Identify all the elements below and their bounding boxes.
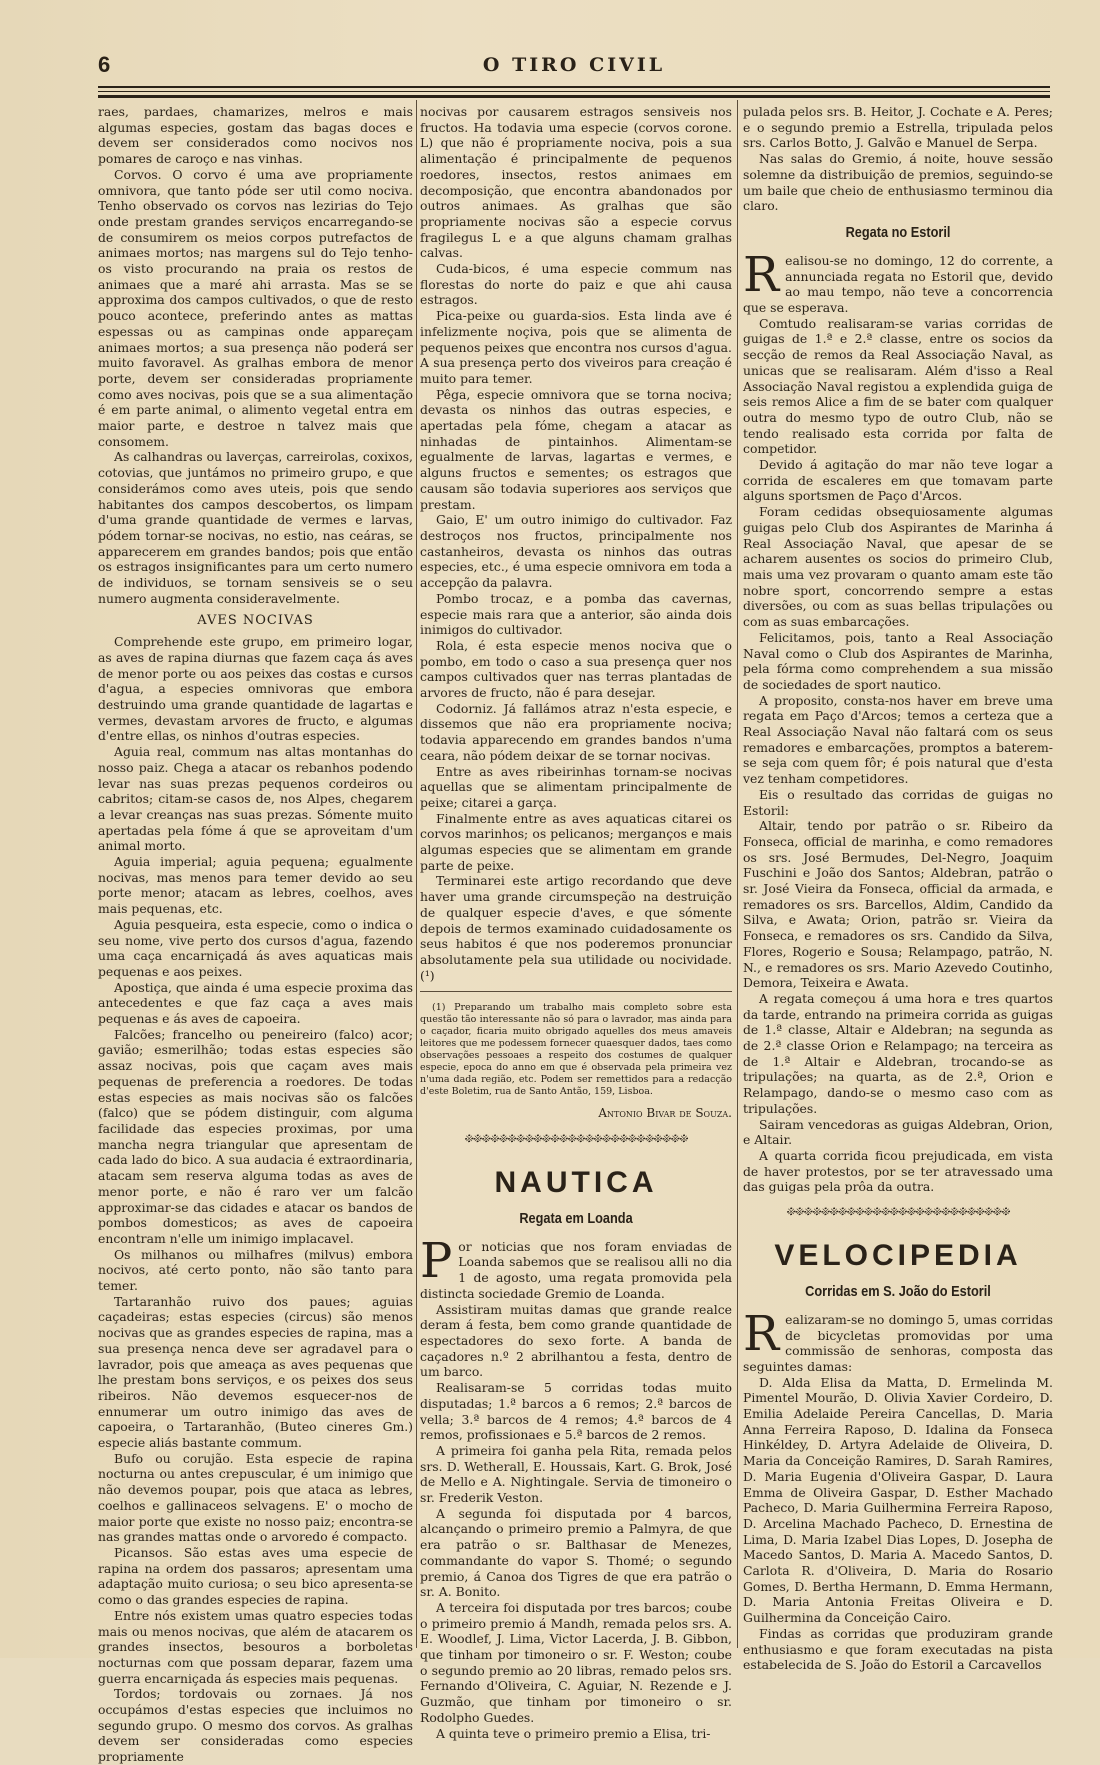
ornamental-divider: ፠፠፠፠፠፠፠፠፠፠፠፠፠፠፠፠፠፠፠፠፠፠፠፠፠፠ [464,1131,688,1148]
paragraph: Realisaram-se 5 corridas todas muito disputadas; 1.ª barcos a 6 remos; 2.ª barcos de vella; 3.ª barcos de 4 remos; 4.ª barcos de 4 remos, profissionaes e 5.ª barcos de 2 remos. [420,1380,732,1443]
column-divider [416,100,417,1648]
paragraph: A terceira foi disputada por tres barcos; coube o primeiro premio á Mandh, remada pelos srs. A. E. Woodlef, J. Lima, Victor Lacerda, J. B. Gibbon, que tinham por timoneiro o sr. F. Weston; coube o segundo premio ao 20 libras, remado pelos srs. Fernando d'Oliveira, C. Aguiar, N. Rezende e J. Guzmão, que tinham por timoneiro o sr. Rodolpho Guedes. [420,1599,732,1725]
paragraph: A quarta corrida ficou prejudicada, em vista de haver protestos, por se ter atravessado uma das guigas pela prôa da outra. [743,1148,1053,1195]
paragraph: A proposito, consta-nos haver em breve uma regata em Paço d'Arcos; temos a certeza que a Real Associação Naval não faltará com os seus remadores e embarcações, promptos a baterem-se seja com quem fôr; é pois natural que d'esta vez tenham competidores. [743,692,1053,787]
paragraph: Pêga, especie omnivora que se torna nociva; devasta os ninhos das outras especies, e apertadas pela fóme, chegam a atacar as ninhadas de pintainhos. Alimentam-se egualmente de larvas, lagartas e vermes, e alguns fructos e sementes; os estragos que causam são todavia superiores aos serviços que prestam. [420,386,732,512]
paragraph [420,1232,732,1302]
page-number: 6 [98,52,111,77]
article-title: Regata no Estoril [845,223,951,241]
paragraph: Tartaranhão ruivo dos paues; aguias caçadeiras; estas especies (circus) são menos nocivas que as grandes especies de rapina, mas a sua presença nenca deve ser agradavel para o lavrador, pois que ameaça as aves pequenas que lhe prestam bons serviços, e os peixes dos seus ribeiros. Não devemos esquecer-nos de ennumerar um outro inimigo das aves de capoeira, o Tartaranhão, (Buteo cineres Gm.) especie aliás bastante commum. [98,1293,413,1451]
paragraph: Devido á agitação do mar não teve logar a corrida de escaleres em que tomavam parte alguns sportsmen de Paço d'Arcos. [743,457,1053,504]
paragraph: Sairam vencedoras as guigas Aldebran, Orion, e Altair. [743,1116,1053,1148]
author-signature: Antonio Bivar de Souza. [598,1106,732,1121]
paragraph: Aguia imperial; aguia pequena; egualmente nocivas, mas menos para temer devido ao seu porte menor; atacam as lebres, coelhos, aves mais pequenas, etc. [98,854,413,917]
paragraph: Codorniz. Já fallámos atraz n'esta especie, e dissemos que não era propriamente nociva; todavia apparecendo em grandes bandos n'uma ceara, não pódem deixar de se tornar nocivas. [420,700,732,763]
drop-cap: P [420,1232,453,1289]
paragraph: Entre as aves ribeirinhas tornam-se nocivas aquellas que se alimentam principalmente de peixe; citarei a garça. [420,763,732,810]
footnote [420,991,732,1098]
paragraph-text: ealisou-se no domingo, 12 do corrente, a annunciada regata no Estoril que, devido ao mau tempo, não teve a concorrencia que se esperava. [743,252,1053,316]
paragraph: Aguia pesqueira, esta especie, como o indica o seu nome, vive perto dos cursos d'agua, fazendo uma caça encarniçadá ás aves aquaticas mais pequenas e aos peixes. [98,916,413,979]
paragraph: A quinta teve o primeiro premio a Elisa, tri- [436,1725,711,1741]
section-subheading: AVES NOCIVAS [197,612,314,628]
paragraph: Eis o resultado das corridas de guigas no Estoril: [743,786,1053,818]
paragraph: Comtudo realisaram-se varias corridas de guigas de 1.ª e 2.ª classe, entre os socios da secção de remos da Real Associação Naval, as unicas que se realisaram. Além d'isso a Real Associação Naval registou a explendida guiga de seis remos Alice a fim de se bater com qualquer outra do mesmo typo de outro Club, não se tendo realisado esta corrida por falta de competidor. [743,315,1053,457]
paragraph: Nas salas do Gremio, á noite, houve sessão solemne da distribuição de premios, seguindo-se um baile que cheio de enthusiasmo terminou dia claro. [743,151,1053,214]
article-title: Corridas em S. João do Estoril [805,1282,991,1300]
column-3 [743,104,1053,1673]
paragraph: A segunda foi disputada por 4 barcos, alcançando o primeiro premio a Palmyra, de que era patrão o sr. Balthasar de Menezes, commandante do vapor S. Thomé; o segundo premio, á Canoa dos Tigres de que era patrão o sr. A. Bonito. [420,1505,732,1600]
section-title-nautica: NAUTICA [494,1165,658,1199]
section-title-velocipedia: VELOCIPEDIA [774,1238,1022,1272]
ornamental-divider: ፠፠፠፠፠፠፠፠፠፠፠፠፠፠፠፠፠፠፠፠፠፠፠፠፠፠ [786,1204,1010,1221]
page-header [98,50,1050,78]
paragraph-text: or noticias que nos foram enviadas de Loanda sabemos que se realisou alli no dia 1 de agosto, uma regata promovida pela distincta sociedade Gremio de Loanda. [420,1238,732,1301]
paragraph: Pombo trocaz, e a pomba das cavernas, especie mais rara que a anterior, são ainda dois inimigos do cultivador. [420,590,732,638]
paragraph: Terminarei este artigo recordando que deve haver uma grande circumspeção na destruição de qualquer especie d'aves, e que sómente depois de termos examinado cuidadosamente os seus habitos é que nos poderemos pronunciar absolutamente pela sua utilidade ou nocividade. (¹) [420,873,732,983]
paragraph: Finalmente entre as aves aquaticas citarei os corvos marinhos; os pelicanos; merganços e mais algumas especies que se alimentam em grande parte de peixe. [420,810,732,873]
paragraph: D. Alda Elisa da Matta, D. Ermelinda M. Pimentel Mourão, D. Olivia Xavier Cordeiro, D. Emilia Adelaide Pereira Cancellas, D. Maria Anna Ferreira Raposo, D. Idalina da Fonseca Hinkéldey, D. Artyra Adelaide de Oliveira, D. Maria da Conceição Ramires, D. Sarah Ramires, D. Maria Eugenia d'Oliveira Gaspar, D. Laura Emma de Oliveira Gaspar, D. Esther Machado Pacheco, D. Maria Guilhermina Ferreira Raposo, D. Arcelina Machado Pacheco, D. Ernestina de Lima, D. Maria Izabel Dias Lopes, D. Josepha de Macedo Santos, D. Maria A. Macedo Santos, D. Carlota R. d'Oliveira, D. Maria do Rosario Gomes, D. Bertha Hermann, D. Emma Hermann, D. Maria Antonia Freitas Oliveira e D. Guilhermina da Conceição Cairo. [743,1374,1053,1626]
drop-cap: R [743,246,780,303]
paragraph [743,1305,1053,1375]
paragraph: Corvos. O corvo é uma ave propriamente omnivora, que tanto póde ser util como nociva. Tenho observado os corvos nas lezirias do Tejo onde prestam grandes serviços encarregando-se de consumirem os meios corpos putrefactos de animaes mortos; nas margens sul do Tejo tenho-os visto procurando na praia os restos de animaes que a maré ahi arrasta. Mas se se approxima dos campos cultivados, o que de resto pouco acontece, preferindo antes as mattas espessas ou as campinas onde appareçam animaes mortos; a sua presença não poderá ser muito favoravel. As gralhas embora de menor porte, devem ser consideradas propriamente como aves nocivas, pois que se a sua alimentação é em parte animal, o alimento vegetal entra em maior parte, e destroe n talvez mais que consomem. [98,166,413,449]
paragraph: Findas as corridas que produziram grande enthusiasmo e que foram executadas na pista estabelecida de S. João do Estoril a Carcavellos [743,1625,1053,1673]
paragraph: Entre nós existem umas quatro especies todas mais ou menos nocivas, que além de atacarem os grandes insectos, besouros a borboletas nocturnas com que possam deparar, fazem uma guerra encarniçada ás especies mais pequenas. [98,1607,413,1686]
paragraph: Gaio, E' um outro inimigo do cultivador. Faz destroços nos fructos, principalmente nos castanheiros, devasta os ninhos das outras especies, etc., é uma especie omnivora em toda a accepção da palavra. [420,512,732,591]
drop-cap: R [743,1305,780,1362]
column-2 [420,104,732,1741]
journal-title: O TIRO CIVIL [482,54,666,76]
paragraph: Aguia real, commum nas altas montanhas do nosso paiz. Chega a atacar os rebanhos podendo levar nas suas prezas pequenos cordeiros ou cabritos; citam-se casos de, nos Alpes, chegarem a levar creanças nas suas prezas. Sómente muito apertadas pela fóme á que se aproveitam d'um animal morto. [98,744,413,854]
article-title: Regata em Loanda [519,1209,633,1227]
header-rule-top [98,86,1050,88]
paragraph: Felicitamos, pois, tanto a Real Associação Naval como o Club dos Aspirantes de Marinha, pela fórma como comprehendem a sua missão de sociedades de sport nautico. [743,629,1053,692]
paragraph: Cuda-bicos, é uma especie commum nas florestas do norte do paiz e que ahi causa estragos. [420,261,732,308]
paragraph: Bufo ou corujão. Esta especie de rapina nocturna ou antes crepuscular, é um inimigo que não devemos poupar, pois que ataca as lebres, coelhos e gallinaceos selvagens. E' o mocho de maior porte que existe no nosso paiz; encontra-se nas grandes mattas onde o arvoredo é compacto. [98,1450,413,1545]
paragraph: Pica-peixe ou guarda-sios. Esta linda ave é infelizmente noçiva, pois que se alimenta de pequenos peixes que encontra nos cursos d'agua. A sua presença perto dos viveiros para creação é muito para temer. [420,308,732,386]
header-rule-middle [98,91,1050,92]
paragraph: nocivas por causarem estragos sensiveis nos fructos. Ha todavia uma especie (corvos corone. L) que não é propriamente nociva, pois a sua alimentação é principalmente de pequenos roedores, insectos, restos animaes em decomposição, que encontra abandonados por outros animaes. As gralhas que são propriamente nocivas são a especie corvus fragilegus L e a que alguns chamam gralhas calvas. [420,104,732,261]
column-divider [737,100,738,1648]
paragraph: Tordos; tordovais ou zornaes. Já nos occupámos d'estas especies que incluimos no segundo grupo. O mesmo dos corvos. As gralhas devem ser consideradas como especies propriamente [98,1686,413,1765]
paragraph: Apostiça, que ainda é uma especie proxima das antecedentes e que faz caça a aves mais pequenas e ás aves de capoeira. [98,979,413,1027]
paragraph: Assistiram muitas damas que grande realce deram á festa, bem como grande quantidade de espectadores do sexo forte. A banda de caçadores n.º 2 abrilhantou a festa, dentro de um barco. [420,1301,732,1380]
paragraph-text: ealizaram-se no domingo 5, umas corridas de bicycletas promovidas por uma commissão de senhoras, composta das seguintes damas: [743,1311,1053,1374]
paragraph: Picansos. São estas aves uma especie de rapina na ordem dos passaros; apresentam uma adaptação muito curiosa; o seu bico apresenta-se como o das grandes especies de rapina. [98,1544,413,1608]
paragraph: A primeira foi ganha pela Rita, remada pelos srs. D. Wetherall, E. Houssais, Kart. G. Brok, José de Mello e A. Nightingale. Servia de timoneiro o sr. Frederik Veston. [420,1442,732,1506]
paragraph: Os milhanos ou milhafres (milvus) embora nocivos, até certo ponto, não são tanto para temer. [98,1246,413,1294]
paragraph: A regata começou á uma hora e tres quartos da tarde, entrando na primeira corrida as guigas de 1.ª classe, Altair e Aldebran; na segunda as de 2.ª classe Orion e Relampago; na terceira as de 1.ª Altair e Aldebran, trocando-se as tripulações; na quarta, as de 2.ª, Orion e Relampago, dando-se o mesmo caso com as tripulações. [743,990,1053,1116]
paragraph: Foram cedidas obsequiosamente algumas guigas pelo Club dos Aspirantes de Marinha á Real Associação Naval, que apesar de se acharem ausentes os socios do primeiro Club, mais uma vez provaram o quanto amam este tão nobre sport, concorrendo sempre a estas diversões, ou com as suas bellas tripulações ou com as suas embarcações. [743,504,1053,630]
paragraph: As calhandras ou laverças, carreirolas, coxixos, cotovias, que juntámos no primeiro grupo, e que considerámos como aves uteis, pois que sendo habitantes dos campos descobertos, os limpam d'uma grande quantidade de vermes e larvas, pódem tornar-se nocivas, no estio, nas ceáras, se apparecerem em grandes bandos; pois que então os estragos insignificantes para um certo numero de individuos, se tornam sensiveis se o seu numero augmenta consideravelmente. [98,449,413,606]
paragraph: Altair, tendo por patrão o sr. Ribeiro da Fonseca, official de marinha, e como remadores os srs. José Bermudes, Del-Negro, Joaquim Fuschini e João dos Santos; Aldebran, patrão o sr. José Vieira da Fonseca, official da armada, e remadores os srs. Barcellos, Aldim, Candido da Silva, e Awata; Orion, patrão sr. Vieira da Fonseca, e remadores os srs. Candido da Silva, Flores, Rogerio e Sousa; Relampago, patrão, N. N., e remadores os srs. Mario Azevedo Coutinho, Demora, Teixeira e Awata. [743,818,1053,991]
paragraph: Falcões; francelho ou peneireiro (falco) acor; gavião; esmerilhão; todas estas especies são assaz nocivas, pois que caçam aves mais pequenas de preferencia a roedores. De todas estas especies as mais nocivas são os falcões (falco) que se pódem distinguir, com alguma facilidade das especies proximas, por uma mancha negra triangular que apresentam de cada lado do bico. A sua audacia é extraordinaria, atacam sem reserva alguma todas as aves de menor porte, e não é raro ver um falcão approximar-se das cidades e atacar os bandos de pombos domesticos; as aves de capoeira encontram n'elle um inimigo implacavel. [98,1026,413,1246]
paragraph: raes, pardaes, chamarizes, melros e mais algumas especies, gostam das bagas doces e devem ser considerados como nocivos nos pomares de caroço e nas vinhas. [98,104,413,167]
paragraph [743,246,1053,316]
header-rule-bottom [98,95,1050,98]
paragraph: Rola, é esta especie menos nociva que o pombo, em todo o caso a sua presença quer nos campos cultivados quer nas terras plantadas de arvores de fructo, não é para desejar. [420,637,732,701]
column-1 [98,104,413,1765]
paragraph: pulada pelos srs. B. Heitor, J. Cochate e A. Peres; e o segundo premio a Estrella, tripulada pelos srs. Carlos Botto, J. Galvão e Manuel de Serpa. [743,104,1053,151]
footnote-text: (1) Preparando um trabalho mais completo sobre esta questão tão interessante não só para o lavrador, mas ainda para o caçador, ficaria muito obrigado aquelles dos meus amaveis leitores que me podessem fornecer quaesquer dados, taes como observações pessoaes a respeito dos costumes de qualquer especie, epoca do anno em que é observada pela primeira vez n'uma dada região, etc. Podem ser remettidos para a redacção d'este Boletim, rua de Santo Antão, 159, Lisboa. [420,1002,732,1098]
paragraph: Comprehende este grupo, em primeiro logar, as aves de rapina diurnas que fazem caça ás aves de menor porte ou aos peixes das costas e cursos d'agua, a especies omnivoras que embora destruindo uma grande quantidade de lagartas e vermes, devastam arvores de fructo, e algumas d'entre ellas, os ninhos d'outras especies. [98,634,413,744]
